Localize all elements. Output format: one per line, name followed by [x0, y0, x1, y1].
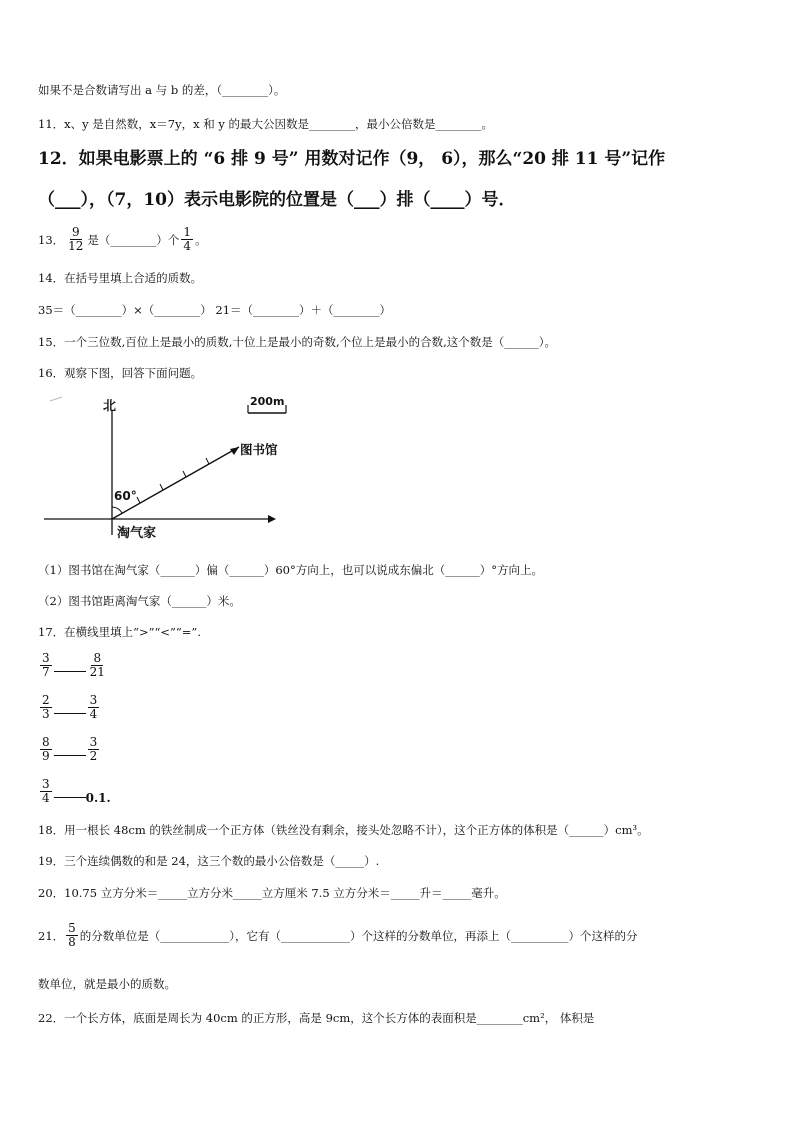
- question-12-line2: （___），（7，10）表示电影院的位置是（___）排（____）号．: [38, 190, 516, 210]
- home-label: 淘气家: [117, 526, 157, 541]
- fraction-2-3: $\frac{2}{3}$: [42, 693, 50, 721]
- compare-row-3: [38, 736, 101, 763]
- north-label: 北: [103, 399, 117, 414]
- decorative-mark: [50, 397, 62, 401]
- question-21: [38, 922, 638, 949]
- question-12-line1: 12．如果电影票上的 “6 排 9 号” 用数对记作（9， 6），那么“20 排 11 号”记作: [38, 149, 666, 169]
- fraction-5-8: $\frac{5}{8}$: [68, 921, 76, 949]
- angle-label: 60°: [114, 489, 137, 503]
- library-ray: [112, 447, 239, 519]
- ray-tick: [160, 484, 163, 490]
- fraction-9-12: $\frac{9}{12}$: [68, 225, 84, 253]
- direction-diagram-svg: [40, 393, 310, 553]
- question-13-number: 13．: [38, 232, 65, 247]
- question-21-text: 的分数单位是（____________），它有（____________）个这样的分数单位，再添上（__________）个这样的分: [79, 928, 638, 943]
- answer-line[interactable]: [54, 755, 86, 756]
- ray-tick: [206, 458, 209, 464]
- fraction-8-21: $\frac{8}{21}$: [89, 651, 105, 679]
- compare-row-1: [38, 652, 109, 679]
- angle-arc: [112, 507, 122, 513]
- question-10-tail: 如果不是合数请写出 a 与 b 的差，（________）。: [38, 83, 286, 97]
- question-14-equations: 35＝（________）×（________） 21＝（________）＋（________）: [38, 303, 392, 317]
- question-13-end: 。: [195, 232, 207, 247]
- fraction-3-7: $\frac{3}{7}$: [42, 651, 50, 679]
- question-21-number: 21．: [38, 928, 65, 943]
- question-15: 15．一个三位数,百位上是最小的质数,十位上是最小的奇数,个位上是最小的合数,这个数是（______）。: [38, 335, 557, 349]
- question-13-mid: 是（________）个: [87, 232, 180, 247]
- direction-diagram: [40, 393, 310, 557]
- compare-row-2: [38, 694, 101, 721]
- fraction-3-2: $\frac{3}{2}$: [89, 735, 98, 763]
- scale-label: 200m: [250, 395, 285, 408]
- ray-tick: [137, 497, 140, 503]
- library-label: 图书馆: [240, 442, 278, 457]
- answer-line[interactable]: [54, 671, 86, 672]
- question-14: 14．在括号里填上合适的质数。: [38, 271, 203, 285]
- question-11: 11．x、y 是自然数，x＝7y，x 和 y 的最大公因数是________，最小公倍数是________。: [38, 117, 494, 131]
- east-arrow: [268, 515, 276, 523]
- fraction-3-4: $\frac{3}{4}$: [89, 693, 98, 721]
- ray-tick: [183, 471, 186, 477]
- compare-row-4: [38, 778, 111, 805]
- question-19: 19．三个连续偶数的和是 24，这三个数的最小公倍数是（_____）.: [38, 854, 380, 868]
- question-16: 16．观察下图，回答下面问题。: [38, 366, 203, 380]
- question-16-part-2: （2）图书馆距离淘气家（______）米。: [38, 594, 241, 608]
- question-16-part-1: （1）图书馆在淘气家（______）偏（______）60°方向上，也可以说成东偏北（______）°方向上。: [38, 563, 543, 577]
- fraction-8-9: $\frac{8}{9}$: [42, 735, 50, 763]
- decimal-value: 0.1.: [85, 790, 111, 805]
- question-17: 17．在横线里填上“>”“<”“=”.: [38, 625, 201, 639]
- question-21-line2: 数单位，就是最小的质数。: [38, 977, 176, 991]
- library-arrow: [230, 447, 239, 455]
- question-18: 18．用一根长 48cm 的铁丝制成一个正方体（铁丝没有剩余，接头处忽略不计），这个正方体的体积是（______）cm³。: [38, 823, 649, 837]
- fraction-3-4: $\frac{3}{4}$: [42, 777, 50, 805]
- answer-line[interactable]: [54, 797, 86, 798]
- question-20: 20．10.75 立方分米＝_____立方分米_____立方厘米 7.5 立方分米＝_____升＝_____毫升。: [38, 886, 506, 900]
- question-22: 22．一个长方体，底面是周长为 40cm 的正方形，高是 9cm，这个长方体的表面积是________cm²， 体积是: [38, 1011, 595, 1025]
- answer-line[interactable]: [54, 713, 86, 714]
- question-13: [38, 226, 207, 253]
- fraction-1-4: $\frac{1}{4}$: [183, 225, 192, 253]
